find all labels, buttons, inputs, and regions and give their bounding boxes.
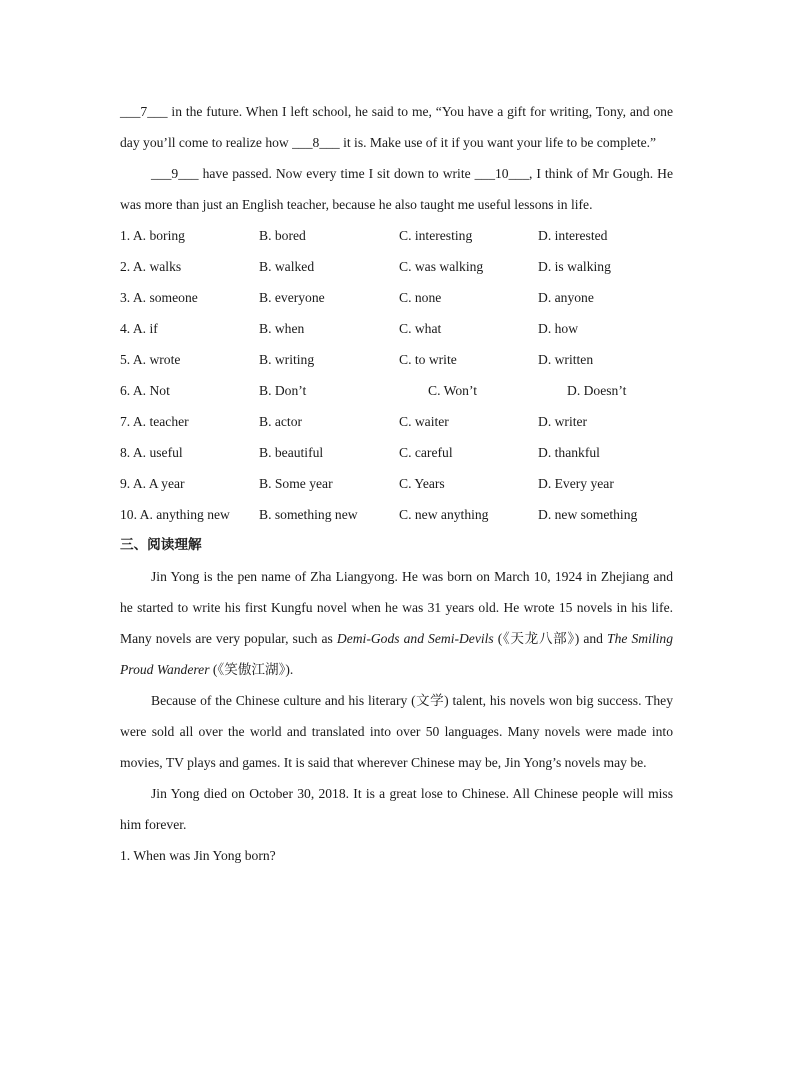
novel-title: Demi-Gods and Semi-Devils [336, 631, 494, 646]
option-b: B. beautiful [259, 445, 324, 460]
option-a: 4. A. if [120, 321, 158, 336]
option-a: 3. A. someone [120, 290, 198, 305]
option-d: D. Doesn’t [567, 383, 627, 398]
option-a: 6. A. Not [120, 383, 170, 398]
option-c: C. what [399, 321, 442, 336]
option-a: 10. A. anything new [120, 507, 230, 522]
option-a: 9. A. A year [120, 476, 185, 491]
option-c: C. Years [399, 476, 445, 491]
option-b: B. Some year [259, 476, 333, 491]
option-c: C. Won’t [428, 383, 478, 398]
option-a: 5. A. wrote [120, 352, 181, 367]
option-b: B. something new [259, 507, 358, 522]
option-d: D. how [538, 321, 579, 336]
reading-text: (《笑傲江湖》). [209, 662, 294, 677]
option-a: 7. A. teacher [120, 414, 189, 429]
question-1: 1. When was Jin Yong born? [120, 848, 276, 863]
option-b: B. walked [259, 259, 315, 274]
option-c: C. none [399, 290, 442, 305]
reading-text: Jin Yong is the pen name of Zha Liangyong. He was born on March 10, 1924 in Zhejiang and he started to write his first Kungfu novel when he was 31 years old. He wrote 15 novels in his life. Many novels are very popular, such as [120, 569, 673, 646]
reading-text: (《天龙八部》) and [493, 631, 608, 646]
option-a: 2. A. walks [120, 259, 182, 274]
reading-paragraph-2: Because of the Chinese culture and his literary (文学) talent, his novels won big success. They were sold all over the world and translated into over 50 languages. Many novels were made into movies, TV plays and games. It is said that wherever Chinese may be, Jin Yong’s novels may be. [120, 693, 673, 770]
option-d: D. Every year [538, 476, 614, 491]
option-d: D. written [538, 352, 594, 367]
option-row-10 [120, 499, 673, 530]
option-d: D. writer [538, 414, 588, 429]
option-row-2 [120, 251, 673, 282]
option-c: C. interesting [399, 228, 473, 243]
cloze-paragraph-final: ___9___ have passed. Now every time I sit down to write ___10___, I think of Mr Gough. He was more than just an English teacher, because he also taught me useful lessons in life. [120, 166, 673, 212]
option-c: C. careful [399, 445, 453, 460]
reading-paragraph-1 [120, 561, 673, 685]
option-d: D. anyone [538, 290, 594, 305]
option-row-3 [120, 282, 673, 313]
option-row-4 [120, 313, 673, 344]
cloze-paragraph-end: ___7___ in the future. When I left school, he said to me, “You have a gift for writing, Tony, and one day you’ll come to realize how ___8___ it is. Make use of it if you want your life to be complete.” [120, 104, 673, 150]
option-a: 1. A. boring [120, 228, 185, 243]
option-c: C. was walking [399, 259, 484, 274]
novel-title: The Smiling Proud Wanderer [120, 631, 674, 677]
option-a: 8. A. useful [120, 445, 183, 460]
document-page [120, 96, 673, 871]
option-b: B. everyone [259, 290, 325, 305]
option-row-5 [120, 344, 673, 375]
option-b: B. writing [259, 352, 315, 367]
option-b: B. actor [259, 414, 303, 429]
option-row-9 [120, 468, 673, 499]
option-c: C. waiter [399, 414, 449, 429]
option-d: D. interested [538, 228, 608, 243]
options-table [120, 220, 673, 530]
option-b: B. Don’t [259, 383, 307, 398]
option-row-1 [120, 220, 673, 251]
section-title: 三、阅读理解 [120, 537, 202, 553]
option-d: D. thankful [538, 445, 600, 460]
option-b: B. bored [259, 228, 306, 243]
option-b: B. when [259, 321, 305, 336]
option-row-7 [120, 406, 673, 437]
option-c: C. to write [399, 352, 457, 367]
reading-paragraph-3: Jin Yong died on October 30, 2018. It is a great lose to Chinese. All Chinese people will miss him forever. [120, 786, 673, 832]
option-d: D. new something [538, 507, 638, 522]
option-row-6 [120, 375, 673, 406]
option-d: D. is walking [538, 259, 611, 274]
option-c: C. new anything [399, 507, 489, 522]
option-row-8 [120, 437, 673, 468]
